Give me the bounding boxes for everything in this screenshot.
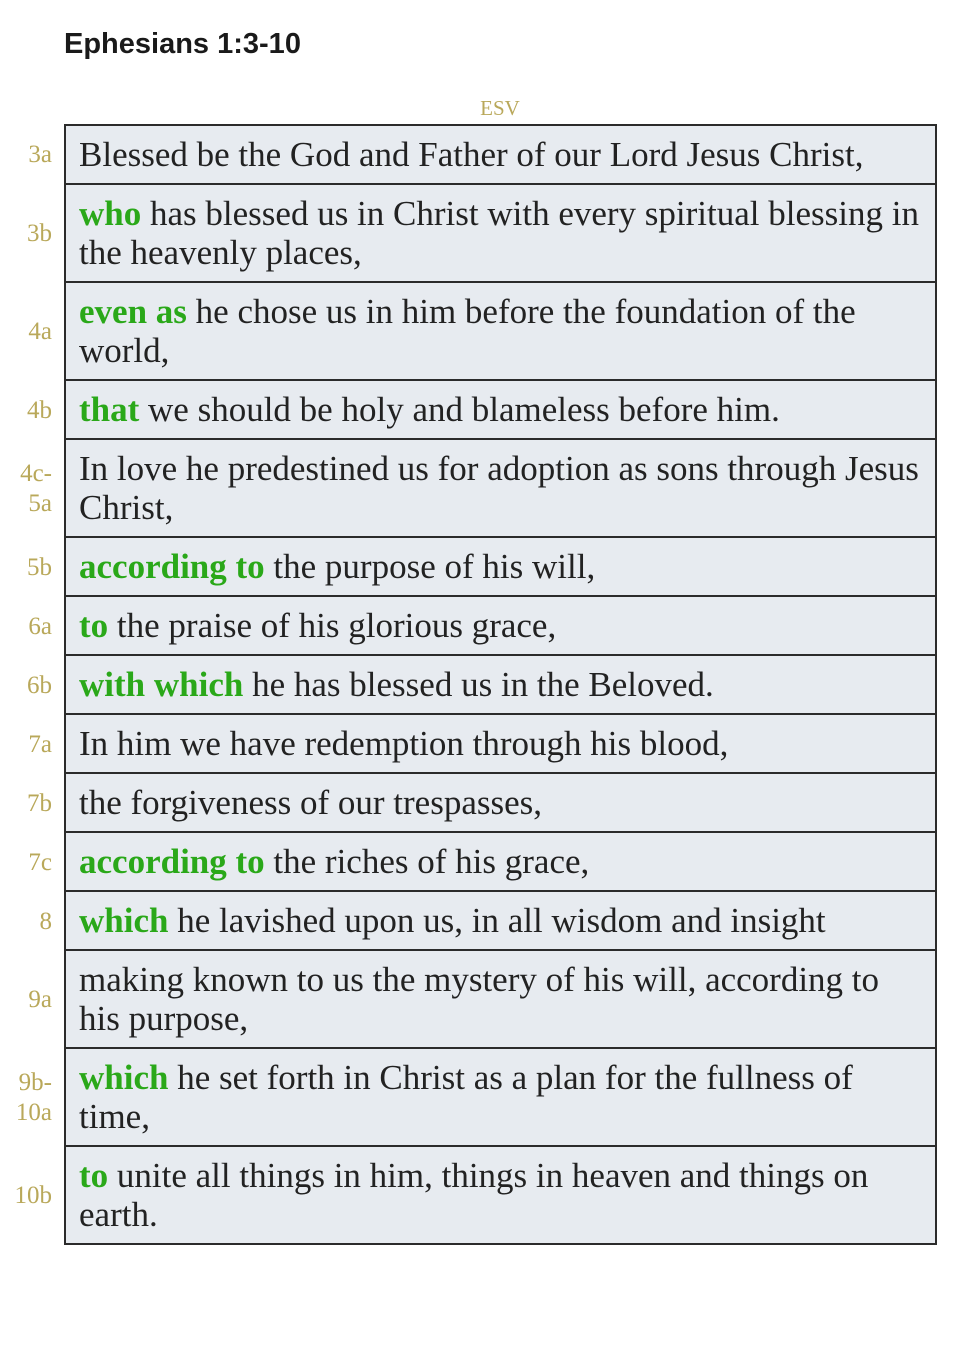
verse-number: 3b [27, 220, 52, 247]
verse-text: we should be holy and blameless before him. [148, 390, 780, 429]
verse-text: In him we have redemption through his blood, [79, 724, 729, 763]
verse-text: the riches of his grace, [273, 842, 590, 881]
verse-number: 6a [28, 612, 52, 640]
verse-text: he has blessed us in the Beloved. [252, 665, 714, 704]
verse-text: the purpose of his will, [273, 547, 596, 586]
verse-text-cell [64, 1049, 937, 1147]
verse-number: 8 [39, 907, 52, 935]
verse-text: he lavished upon us, in all wisdom and insight [177, 901, 826, 940]
connector-keyword: to [79, 1156, 109, 1195]
passage-row [0, 951, 978, 1049]
verse-text-cell [64, 833, 937, 892]
verse-text-cell [64, 774, 937, 833]
verse-text-cell [64, 951, 937, 1049]
version-label: ESV [480, 96, 520, 120]
passage-row [0, 892, 978, 951]
passage-row [0, 440, 978, 538]
connector-keyword: who [79, 194, 142, 233]
passage-row [0, 715, 978, 774]
verse-number: 7b [27, 789, 52, 817]
verse-text: has blessed us in Christ with every spiritual blessing in the heavenly places, [79, 194, 919, 272]
passage-row [0, 1147, 978, 1245]
verse-number: 5b [27, 553, 52, 581]
passage-row [0, 124, 978, 185]
verse-text: Blessed be the God and Father of our Lord Jesus Christ, [79, 135, 864, 174]
verse-text-cell [64, 381, 937, 440]
verse-text-cell [64, 715, 937, 774]
connector-keyword: that [79, 390, 140, 429]
verse-number: 4a [28, 318, 52, 345]
passage-row [0, 185, 978, 283]
verse-number: 3a [28, 140, 52, 168]
connector-keyword: according to [79, 842, 265, 881]
passage-row [0, 597, 978, 656]
verse-number: 7c [28, 848, 52, 876]
verse-text: he set forth in Christ as a plan for the fullness of time, [79, 1058, 853, 1136]
verse-number: 6b [27, 671, 52, 699]
verse-text: unite all things in him, things in heaven and things on earth. [79, 1156, 869, 1234]
verse-text-cell [64, 1147, 937, 1245]
connector-keyword: which [79, 901, 169, 940]
connector-keyword: with which [79, 665, 244, 704]
verse-number: 10b [14, 1182, 52, 1209]
connector-keyword: to [79, 606, 109, 645]
verse-number: 4b [27, 396, 52, 424]
passage-row [0, 1049, 978, 1147]
passage-table [0, 124, 978, 1245]
verse-text: the forgiveness of our trespasses, [79, 783, 542, 822]
verse-text-cell [64, 124, 937, 185]
passage-row [0, 774, 978, 833]
passage-row [0, 656, 978, 715]
verse-text: making known to us the mystery of his will, according to his purpose, [79, 960, 880, 1038]
passage-row [0, 538, 978, 597]
verse-number: 9b-​10a [15, 1069, 52, 1126]
verse-text: In love he predestined us for adoption as sons through Jesus Christ, [79, 449, 919, 527]
verse-text-cell [64, 185, 937, 283]
verse-text-cell [64, 283, 937, 381]
verse-text: he chose us in him before the foundation of the world, [79, 292, 856, 370]
connector-keyword: according to [79, 547, 265, 586]
verse-number: 9a [28, 986, 52, 1013]
verse-number: 7a [28, 730, 52, 758]
verse-text-cell [64, 440, 937, 538]
connector-keyword: which [79, 1058, 169, 1097]
page-title: Ephesians 1:3-10 [64, 28, 301, 60]
verse-text-cell [64, 538, 937, 597]
verse-number: 4c-​5a [20, 460, 52, 517]
verse-text-cell [64, 597, 937, 656]
passage-row [0, 381, 978, 440]
connector-keyword: even as [79, 292, 187, 331]
verse-text-cell [64, 892, 937, 951]
passage-row [0, 833, 978, 892]
passage-row [0, 283, 978, 381]
verse-text-cell [64, 656, 937, 715]
verse-text: the praise of his glorious grace, [116, 606, 557, 645]
